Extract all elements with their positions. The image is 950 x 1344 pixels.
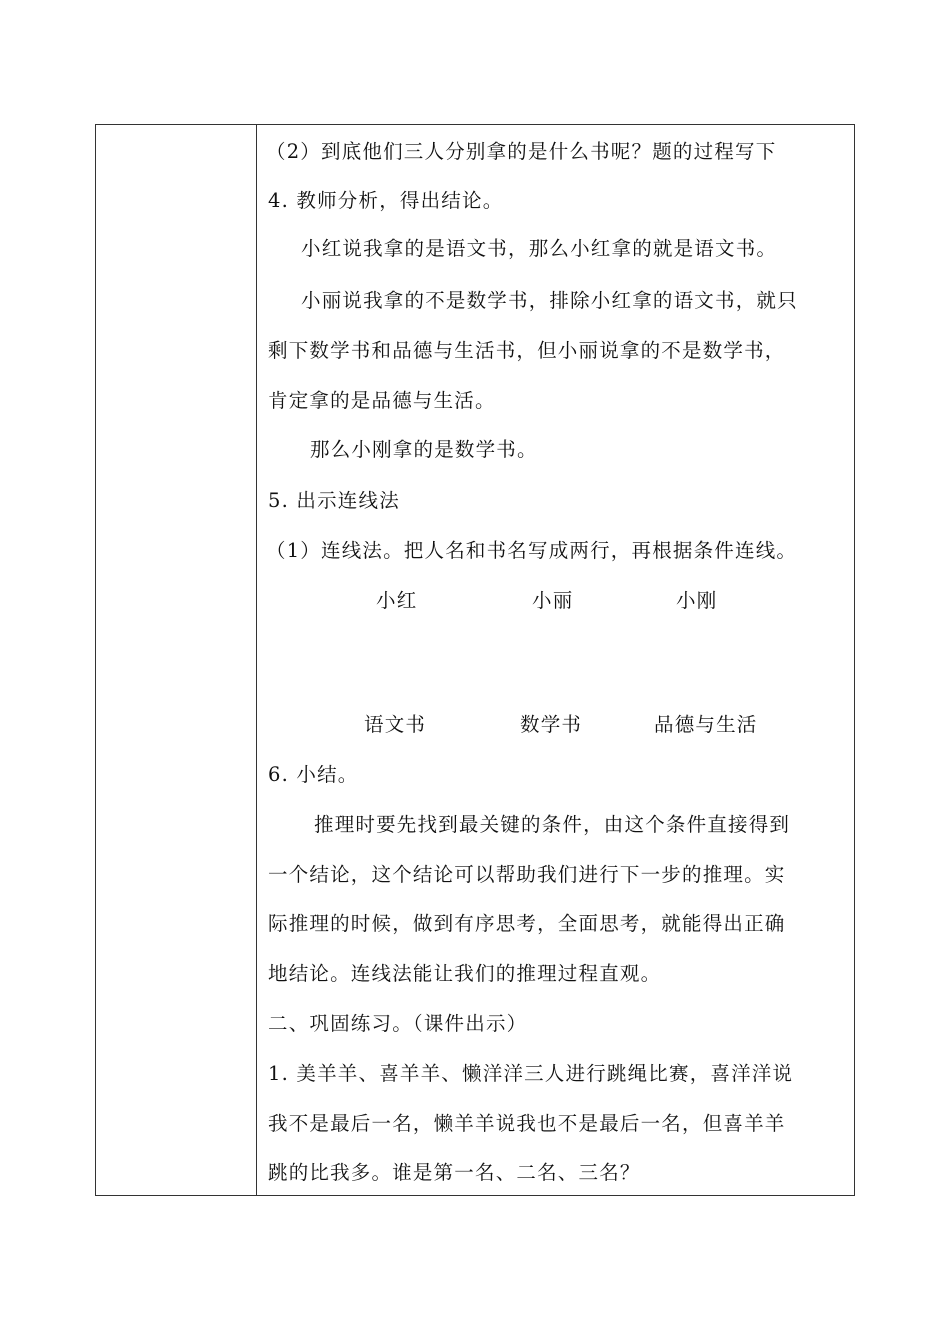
text-line: （2）到底他们三人分别拿的是什么书呢？题的过程写下 — [266, 140, 777, 163]
text-line: 一个结论，这个结论可以帮助我们进行下一步的推理。实 — [268, 863, 786, 886]
book-label: 数学书 — [520, 713, 583, 736]
book-label: 品德与生活 — [654, 713, 758, 736]
text-line: 4. 教师分析，得出结论。 — [268, 189, 504, 212]
text-line: （1）连线法。把人名和书名写成两行，再根据条件连线。 — [266, 539, 798, 562]
name-label: 小丽 — [532, 589, 574, 612]
text-line: 1. 美羊羊、喜羊羊、懒洋洋三人进行跳绳比赛，喜洋洋说 — [268, 1062, 794, 1085]
text-line: 际推理的时候，做到有序思考，全面思考，就能得出正确 — [268, 912, 786, 935]
name-label: 小刚 — [676, 589, 718, 612]
book-label: 语文书 — [364, 713, 427, 736]
name-label: 小红 — [376, 589, 418, 612]
text-line: 5. 出示连线法 — [268, 489, 400, 512]
text-line: 推理时要先找到最关键的条件，由这个条件直接得到 — [314, 813, 791, 836]
text-line: 地结论。连线法能让我们的推理过程直观。 — [268, 962, 662, 985]
column-divider — [256, 125, 257, 1195]
text-line: 小红说我拿的是语文书，那么小红拿的就是语文书。 — [301, 237, 778, 260]
content-cell — [258, 125, 854, 1195]
text-line: 我不是最后一名，懒羊羊说我也不是最后一名，但喜羊羊 — [268, 1112, 786, 1135]
text-line: 跳的比我多。谁是第一名、二名、三名？ — [268, 1161, 641, 1184]
text-line: 二、巩固练习。（课件出示） — [268, 1012, 528, 1035]
text-line: 6. 小结。 — [268, 763, 359, 786]
text-line: 肯定拿的是品德与生活。 — [268, 389, 496, 412]
text-line: 那么小刚拿的是数学书。 — [310, 438, 538, 461]
lesson-table — [95, 124, 855, 1196]
text-line: 小丽说我拿的不是数学书，排除小红拿的语文书，就只 — [301, 289, 798, 312]
text-line: 剩下数学书和品德与生活书，但小丽说拿的不是数学书， — [268, 339, 786, 362]
